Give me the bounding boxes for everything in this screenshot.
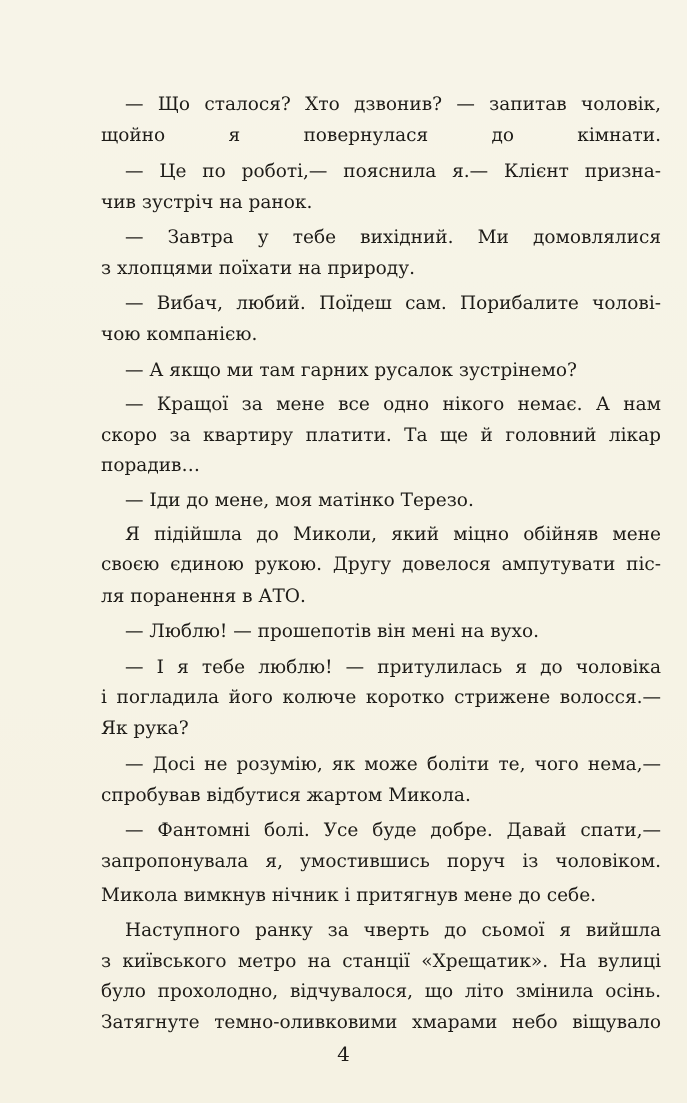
page-number: 4 bbox=[337, 1042, 350, 1066]
text-line: — Досі не розумію, як може боліти те, чого нема,— bbox=[125, 754, 661, 775]
text-line: — Вибач, любий. Поїдеш сам. Порибалите чолові- bbox=[125, 293, 661, 314]
text-line: з київського метро на станції «Хрещатик». На вулиці bbox=[101, 951, 661, 972]
text-line: чив зустріч на ранок. bbox=[101, 192, 313, 213]
text-line: спробував відбутися жартом Микола. bbox=[101, 785, 471, 806]
text-line: — Що сталося? Хто дзвонив? — запитав чоловік, bbox=[125, 94, 661, 115]
text-line: своєю єдиною рукою. Другу довелося ампутувати піс- bbox=[101, 554, 661, 575]
text-line: — Кращої за мене все одно нікого немає. А нам bbox=[125, 394, 661, 415]
text-line: запропонувала я, умостившись поруч із чоловіком. bbox=[101, 851, 661, 872]
text-line: було прохолодно, відчувалося, що літо змінила осінь. bbox=[101, 981, 661, 1002]
text-line: Я підійшла до Миколи, який міцно обійняв мене bbox=[125, 524, 661, 545]
text-line: — Це по роботі,— пояснила я.— Клієнт призна- bbox=[125, 161, 661, 182]
text-line: — А якщо ми там гарних русалок зустрінемо? bbox=[125, 360, 577, 381]
text-line: — Люблю! — прошепотів він мені на вухо. bbox=[125, 621, 539, 642]
text-line: з хлопцями поїхати на природу. bbox=[101, 258, 415, 279]
text-line: — І я тебе люблю! — притулилась я до чоловіка bbox=[125, 657, 661, 678]
text-line: і погладила його колюче коротко стрижене волосся.— bbox=[101, 687, 661, 708]
text-line: — Фантомні болі. Усе буде добре. Давай спати,— bbox=[125, 820, 661, 841]
text-line: порадив… bbox=[101, 455, 200, 476]
text-line: Як рука? bbox=[101, 718, 189, 739]
text-line: Затягнуте темно-оливковими хмарами небо віщувало bbox=[101, 1012, 661, 1033]
text-line: ля поранення в АТО. bbox=[101, 586, 306, 607]
text-line: — Завтра у тебе вихідний. Ми домовлялися bbox=[125, 227, 661, 248]
text-line: Наступного ранку за чверть до сьомої я вийшла bbox=[125, 920, 661, 941]
text-line: Микола вимкнув нічник і притягнув мене до себе. bbox=[101, 885, 597, 906]
text-line: — Іди до мене, моя матінко Терезо. bbox=[125, 490, 474, 511]
text-line: щойно я повернулася до кімнати. bbox=[101, 125, 661, 146]
text-line: чою компанією. bbox=[101, 324, 258, 345]
text-line: скоро за квартиру платити. Та ще й головний лікар bbox=[101, 425, 661, 446]
